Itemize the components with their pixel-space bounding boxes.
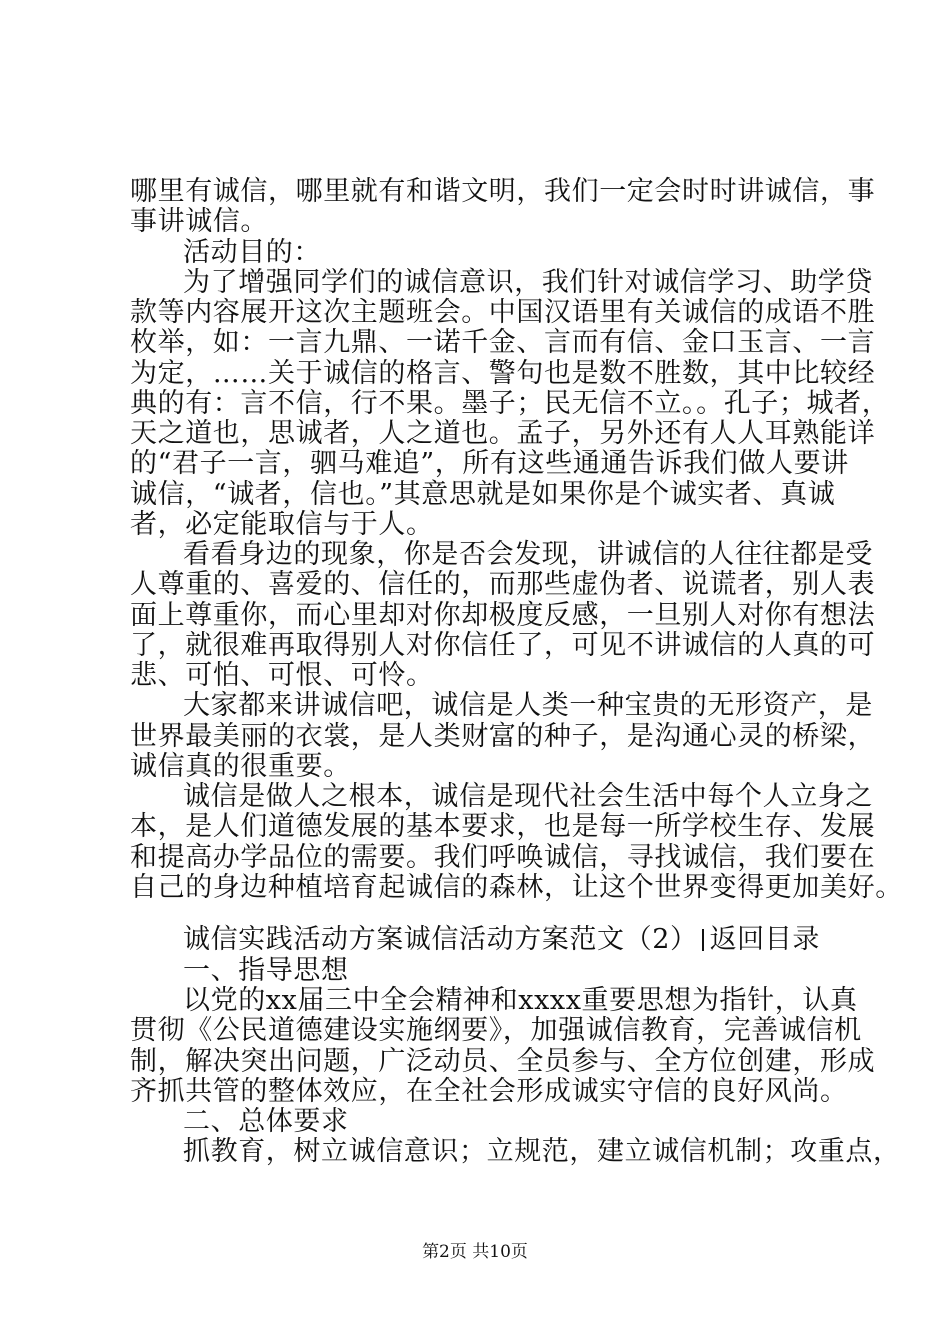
paragraph-line: 了，就很难再取得别人对你信任了，可见不讲诚信的人真的可	[130, 630, 876, 661]
subheading: 二、总体要求	[183, 1106, 349, 1137]
paragraph-line: 人尊重的、喜爱的、信任的，而那些虚伪者、说谎者，别人表	[130, 569, 876, 600]
paragraph-line: 诚信是做人之根本，诚信是现代社会生活中每个人立身之	[183, 781, 873, 812]
paragraph-line: 看看身边的现象，你是否会发现，讲诚信的人往往都是受	[183, 539, 873, 570]
paragraph-line: 贯彻《公民道德建设实施纲要》，加强诚信教育，完善诚信机	[130, 1015, 862, 1046]
paragraph-line: 面上尊重你，而心里却对你却极度反感，一旦别人对你有想法	[130, 600, 876, 631]
paragraph-line: 世界最美丽的衣裳，是人类财富的种子，是沟通心灵的桥梁，	[130, 721, 876, 752]
paragraph-line: 诚信，“诚者，信也。”其意思就是如果你是个诚实者、真诚	[130, 479, 836, 510]
paragraph-line: 典的有：言不信，行不果。墨子；民无信不立。。孔子；城者，	[130, 388, 890, 419]
paragraph-line: 诚信真的很重要。	[130, 751, 351, 782]
paragraph-line: 本，是人们道德发展的基本要求，也是每一所学校生存、发展	[130, 811, 876, 842]
paragraph-line: 齐抓共管的整体效应，在全社会形成诚实守信的良好风尚。	[130, 1076, 848, 1107]
page-footer: 第2页 共10页	[422, 1242, 528, 1262]
paragraph-line: 天之道也，思诚者，人之道也。孟子，另外还有人人耳熟能详	[130, 418, 876, 449]
paragraph-line: 者，必定能取信与于人。	[130, 509, 434, 540]
divider	[702, 929, 704, 951]
paragraph-line: 款等内容展开这次主题班会。中国汉语里有关诚信的成语不胜	[130, 297, 876, 328]
paragraph-line: 以党的xx届三中全会精神和xxxx重要思想为指针，认真	[183, 985, 858, 1016]
paragraph-line: 为了增强同学们的诚信意识，我们针对诚信学习、助学贷	[183, 267, 873, 298]
section-heading-line	[183, 923, 820, 957]
paragraph-line: 大家都来讲诚信吧，诚信是人类一种宝贵的无形资产，是	[183, 690, 873, 721]
back-to-toc-link[interactable]: 返回目录	[709, 924, 820, 955]
paragraph-line: 制，解决突出问题，广泛动员、全员参与、全方位创建，形成	[130, 1046, 876, 1077]
paragraph-line: 和提高办学品位的需要。我们呼唤诚信，寻找诚信，我们要在	[130, 842, 876, 873]
paragraph-line: 哪里有诚信，哪里就有和谐文明，我们一定会时时讲诚信，事	[130, 176, 876, 207]
paragraph-line: 枚举，如：一言九鼎、一诺千金、言而有信、金口玉言、一言	[130, 327, 876, 358]
paragraph-line: 悲、可怕、可恨、可怜。	[130, 660, 434, 691]
paragraph-line: 自己的身边种植培育起诚信的森林，让这个世界变得更加美好。	[130, 872, 903, 903]
paragraph-heading: 活动目的：	[183, 237, 321, 268]
section-heading: 诚信实践活动方案诚信活动方案范文（2）	[183, 924, 698, 955]
paragraph-line: 为定，……关于诚信的格言、警句也是数不胜数，其中比较经	[130, 358, 876, 389]
paragraph-line: 抓教育，树立诚信意识；立规范，建立诚信机制；攻重点，	[183, 1136, 901, 1167]
subheading: 一、指导思想	[183, 955, 349, 986]
paragraph-line: 事讲诚信。	[130, 206, 268, 237]
paragraph-line: 的“君子一言，驷马难追”，所有这些通通告诉我们做人要讲	[130, 448, 849, 479]
